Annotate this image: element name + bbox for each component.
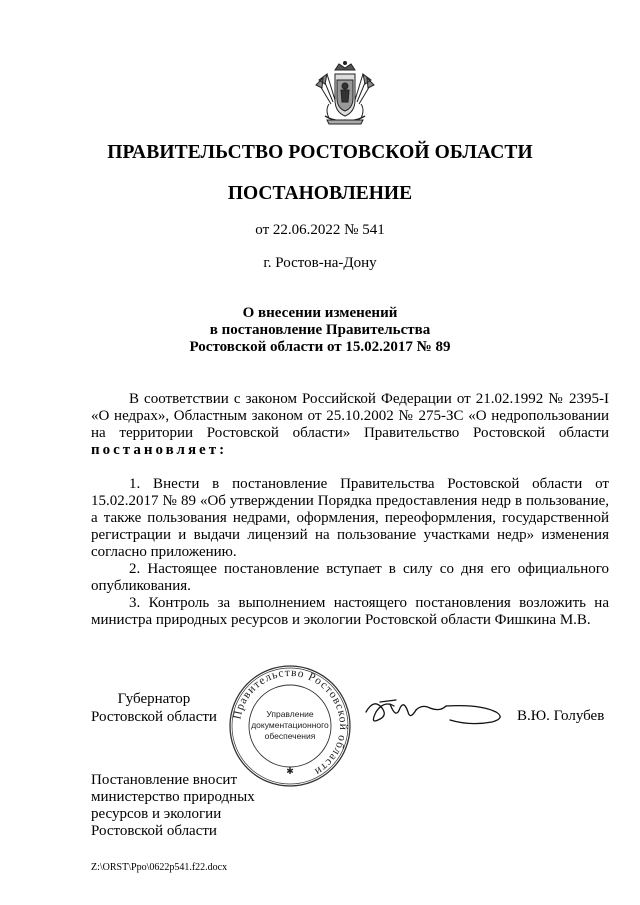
subject-line: О внесении изменений	[242, 305, 398, 321]
handwritten-signature	[360, 690, 510, 735]
introduced-by-note	[91, 772, 255, 840]
introduced-line: ресурсов и экологии	[91, 806, 222, 822]
stamp-inner-line: документационного	[251, 720, 329, 730]
position-line: Губернатор	[117, 691, 191, 707]
preamble-paragraph	[91, 391, 609, 459]
document-type-title: ПОСТАНОВЛЕНИЕ	[227, 183, 413, 204]
position-line: Ростовской области	[91, 709, 217, 725]
preamble-text: В соответствии с законом Российской Федерации от 21.02.1992 № 2395-I «О недрах», Областным законом от 25.10.2002 № 275-ЗС «О недропользовании на территории Ростовской области» Правительство Ростовской области	[91, 391, 609, 441]
introduced-line: министерство природных	[91, 789, 255, 805]
document-subject	[0, 305, 640, 356]
document-date-number: от 22.06.2022 № 541	[255, 222, 385, 238]
introduced-line: Ростовской области	[91, 823, 217, 839]
document-city: г. Ростов-на-Дону	[263, 255, 377, 271]
stamp-inner-line: обеспечения	[264, 731, 316, 741]
subject-line: в постановление Правительства	[209, 322, 431, 338]
stamp-outer-text: Правительство Ростовской области	[231, 666, 350, 778]
file-path: Z:\ORST\Ppo\0622p541.f22.docx	[91, 862, 228, 873]
document-body	[91, 391, 609, 629]
signatory-position	[91, 690, 217, 726]
coat-of-arms-emblem	[313, 60, 377, 126]
government-title: ПРАВИТЕЛЬСТВО РОСТОВСКОЙ ОБЛАСТИ	[107, 142, 533, 163]
official-stamp	[227, 663, 353, 789]
signatory-name: В.Ю. Голубев	[517, 708, 605, 724]
resolves-word: постановляет:	[91, 442, 228, 458]
subject-line: Ростовской области от 15.02.2017 № 89	[189, 339, 451, 355]
svg-text:✱: ✱	[286, 766, 294, 776]
stamp-inner-line: Управление	[266, 709, 314, 719]
introduced-line: Постановление вносит	[91, 772, 238, 788]
item-paragraph: 2. Настоящее постановление вступает в силу со дня его официального опубликования.	[91, 561, 609, 594]
item-paragraph: 1. Внести в постановление Правительства Ростовской области от 15.02.2017 № 89 «Об утверждении Порядка предоставления недр в пользование, а также пользования недрами, оформления, переоформления, государственной регистрации и выдачи лицензий на пользование участками недр» изменения согласно приложению.	[91, 476, 609, 560]
item-paragraph: 3. Контроль за выполнением настоящего постановления возложить на министра природных ресурсов и экологии Ростовской области Фишкина М.В.	[91, 595, 609, 628]
